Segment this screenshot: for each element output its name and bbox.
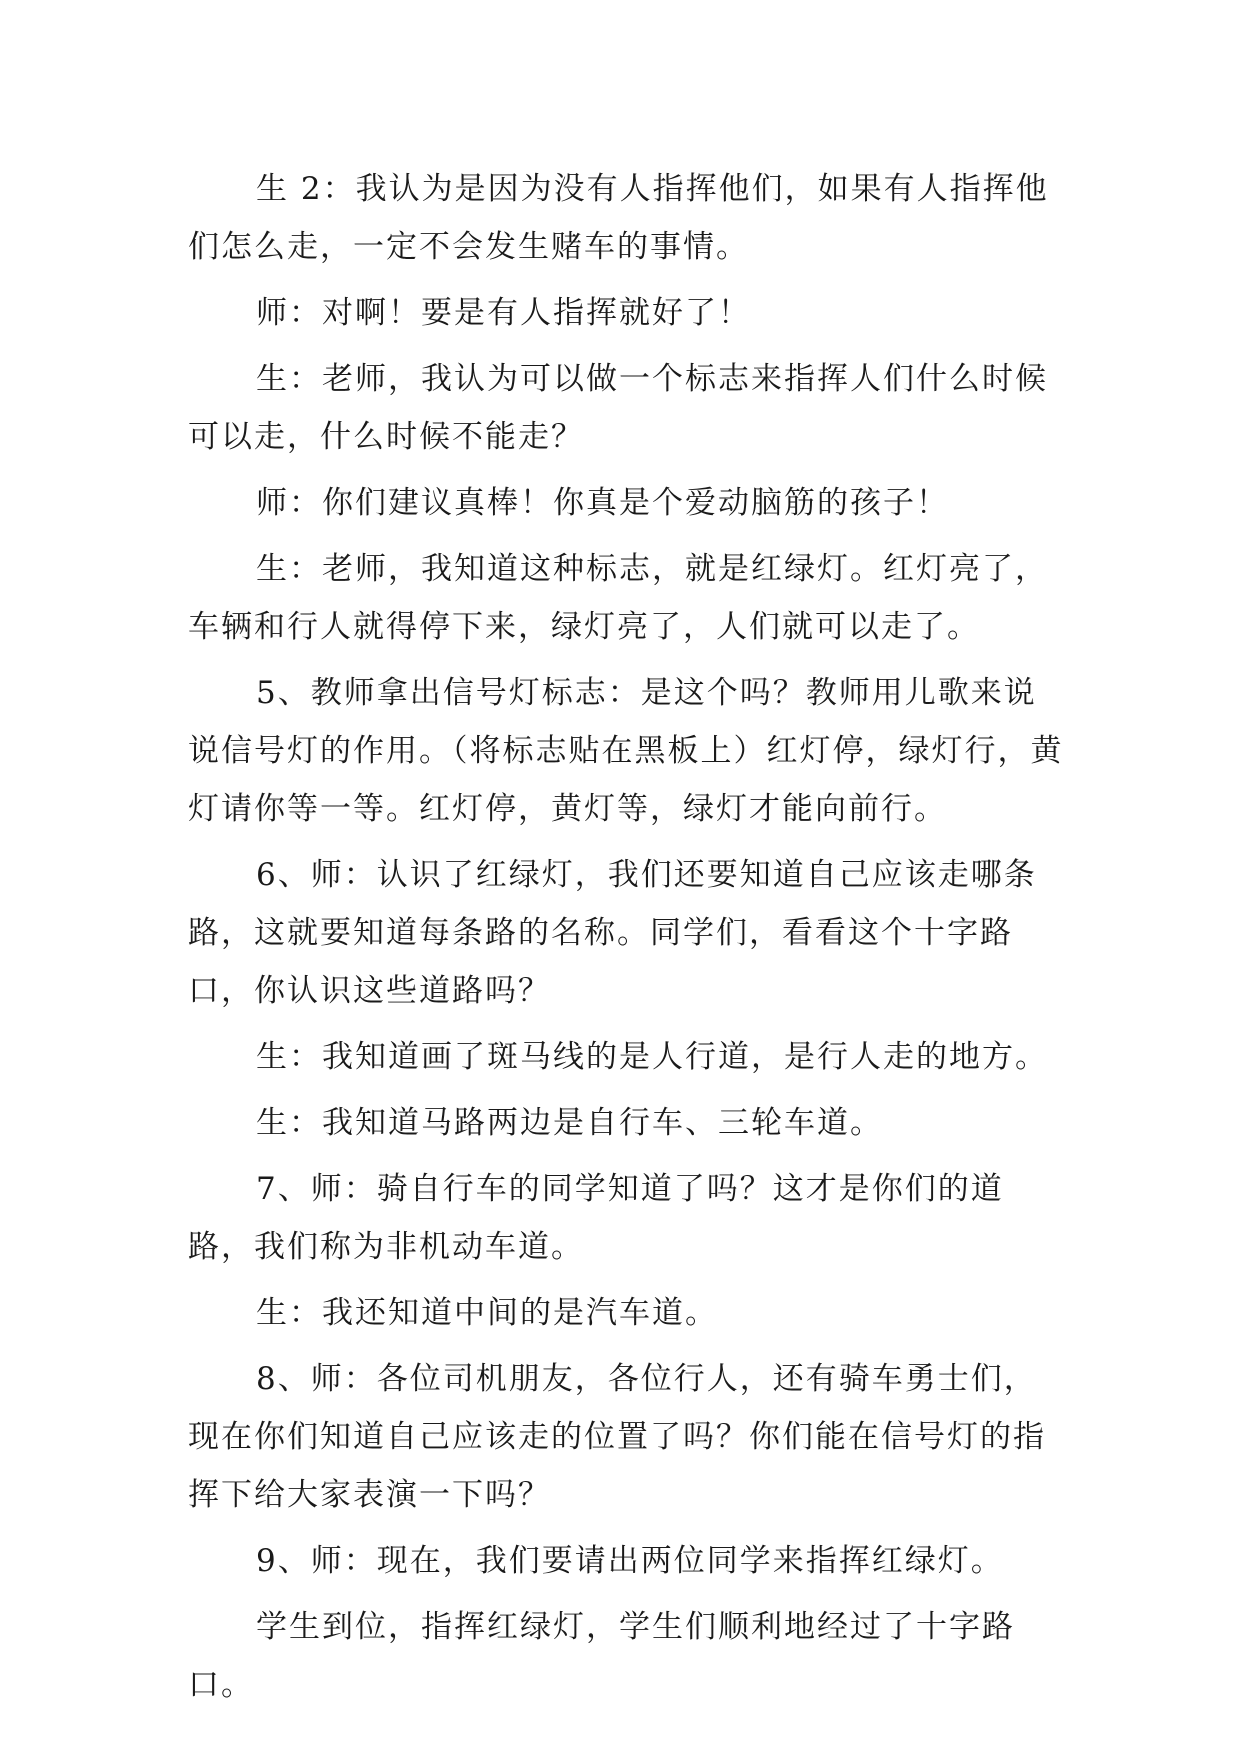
- paragraph-8: 生：我知道画了斑马线的是人行道，是行人走的地方。: [256, 1039, 1048, 1075]
- paragraph-2: 师：对啊！要是有人指挥就好了！: [256, 295, 751, 331]
- paragraph-6: 5、教师拿出信号灯标志：是这个吗？教师用儿歌来说说信号灯的作用。（将标志贴在黑板上）红灯停，绿灯行，黄灯请你等一等。红灯停，黄灯等，绿灯才能向前行。: [188, 675, 1064, 827]
- paragraph-10: 7、师：骑自行车的同学知道了吗？这才是你们的道路，我们称为非机动车道。: [188, 1171, 1004, 1265]
- paragraph-1: 生 2：我认为是因为没有人指挥他们，如果有人指挥他们怎么走，一定不会发生赌车的事情。: [188, 171, 1049, 265]
- paragraph-13: 9、师：现在，我们要请出两位同学来指挥红绿灯。: [256, 1543, 1004, 1579]
- paragraph-3: 生：老师，我认为可以做一个标志来指挥人们什么时候可以走，什么时候不能走？: [188, 361, 1048, 455]
- paragraph-5: 生：老师，我知道这种标志，就是红绿灯。红灯亮了，车辆和行人就得停下来，绿灯亮了，人们就可以走了。: [188, 551, 1048, 645]
- paragraph-12: 8、师：各位司机朋友，各位行人，还有骑车勇士们，现在你们知道自己应该走的位置了吗？你们能在信号灯的指挥下给大家表演一下吗？: [188, 1361, 1046, 1513]
- paragraph-7: 6、师：认识了红绿灯，我们还要知道自己应该走哪条路，这就要知道每条路的名称。同学们，看看这个十字路口，你认识这些道路吗？: [188, 857, 1037, 1009]
- document-body: [188, 160, 1068, 1722]
- paragraph-14: 学生到位，指挥红绿灯，学生们顺利地经过了十字路口。: [188, 1609, 1015, 1703]
- paragraph-9: 生：我知道马路两边是自行车、三轮车道。: [256, 1105, 883, 1141]
- paragraph-11: 生：我还知道中间的是汽车道。: [256, 1295, 718, 1331]
- paragraph-4: 师：你们建议真棒！你真是个爱动脑筋的孩子！: [256, 485, 949, 521]
